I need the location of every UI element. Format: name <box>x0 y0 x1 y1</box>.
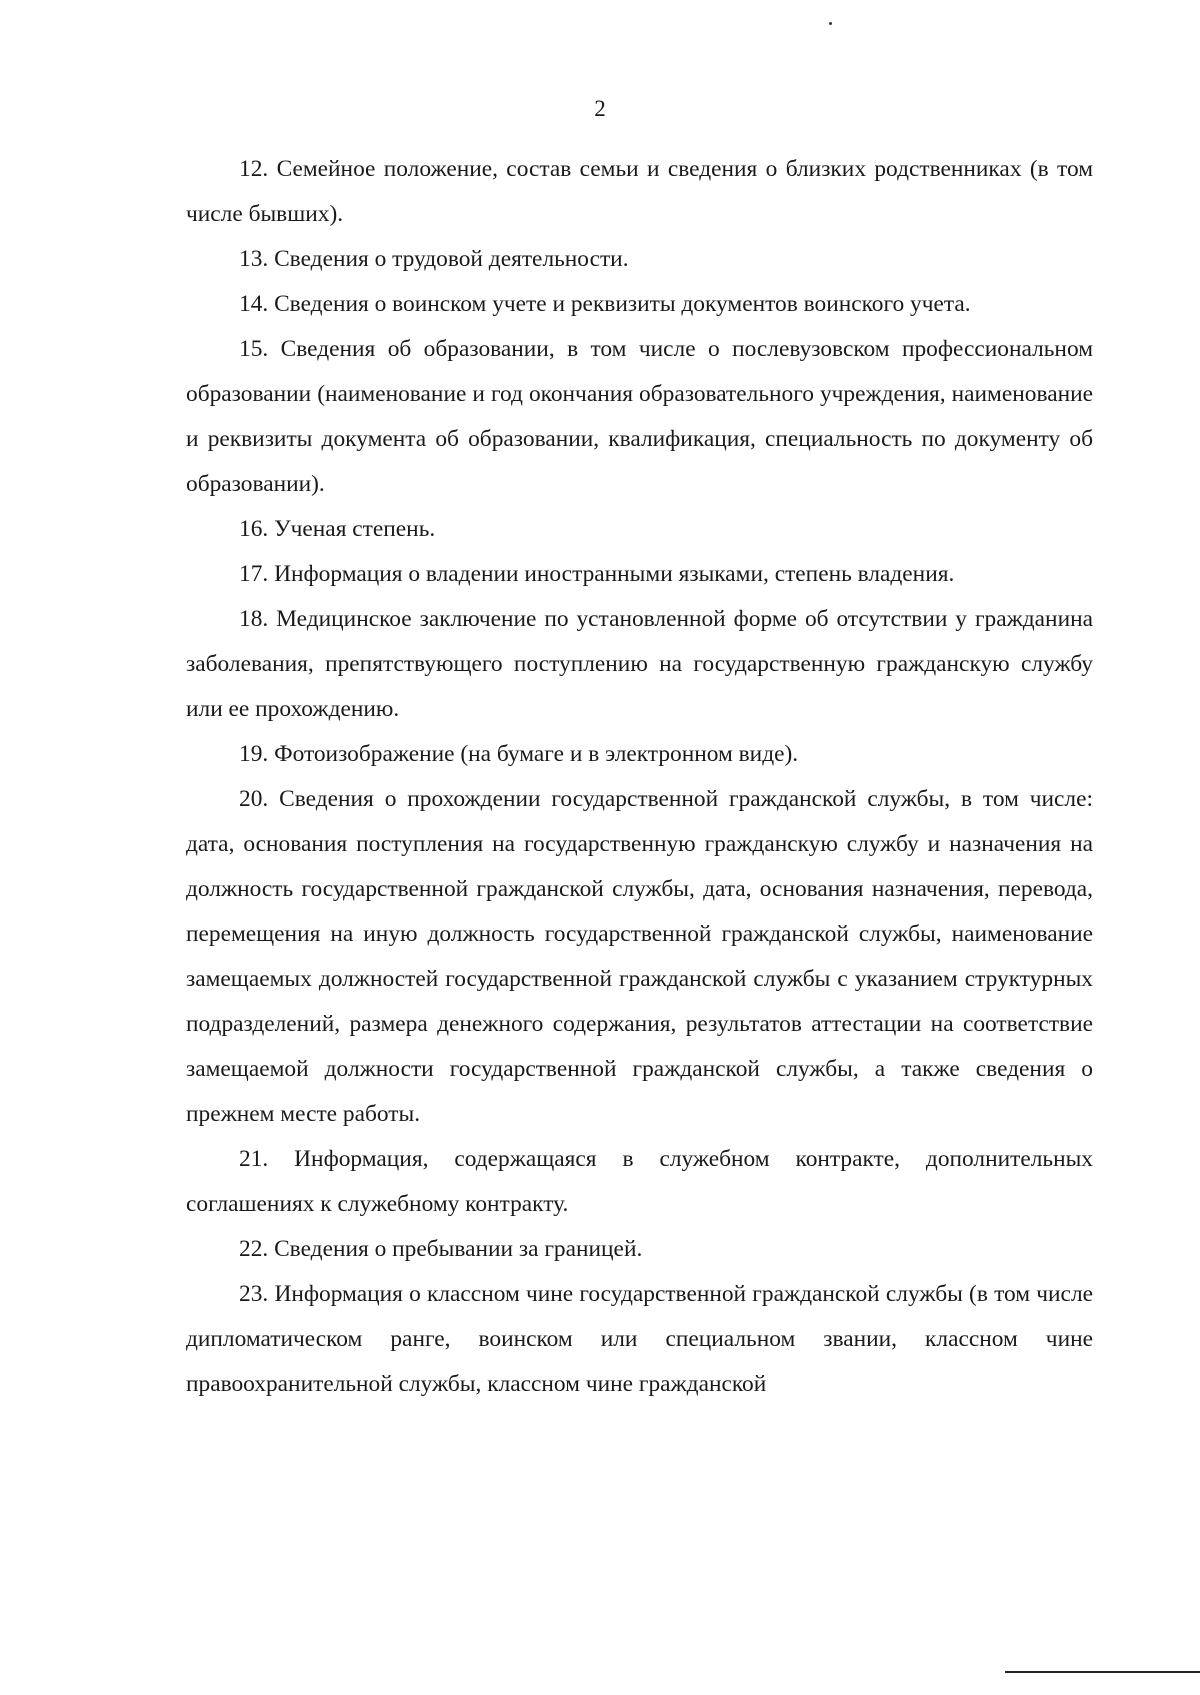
paragraph-21: 21. Информация, содержащаяся в служебном контракте, дополнительных соглашениях к служебному контракту. <box>186 1146 1093 1217</box>
paragraph-20: 20. Сведения о прохождении государственной гражданской службы, в том числе: дата, основания поступления на государственную гражданскую службу и назначения на должность государственной гражданской службы, дата, основания назначения, перевода, перемещения на иную должность государственной гражданской службы, наименование замещаемых должностей государственной гражданской службы с указанием структурных подразделений, размера денежного содержания, результатов аттестации на соответствие замещаемой должности государственной гражданской службы, а также сведения о прежнем месте работы. <box>186 786 1093 1127</box>
paragraph-14: 14. Сведения о воинском учете и реквизиты документов воинского учета. <box>239 291 971 317</box>
paragraph-23: 23. Информация о классном чине государственной гражданской службы (в том числе дипломатическом ранге, воинском или специальном звании, классном чине правоохранительной службы, классном чине гражданской <box>186 1281 1093 1397</box>
footer-rule <box>1005 1671 1200 1673</box>
paragraph-17: 17. Информация о владении иностранными языками, степень владения. <box>239 561 955 587</box>
paragraph-22: 22. Сведения о пребывании за границей. <box>239 1236 643 1262</box>
paragraph-15: 15. Сведения об образовании, в том числе о послевузовском профессиональном образовании (наименование и год окончания образовательного учреждения, наименование и реквизиты документа об образовании, квалификация, специальность по документу об образовании). <box>186 336 1093 497</box>
paragraph-12: 12. Семейное положение, состав семьи и сведения о близких родственниках (в том числе бывших). <box>186 156 1093 227</box>
document-body <box>186 147 1093 1407</box>
scan-speck <box>829 22 832 25</box>
paragraph-18: 18. Медицинское заключение по установленной форме об отсутствии у гражданина заболевания, препятствующего поступлению на государственную гражданскую службу или ее прохождению. <box>186 606 1093 722</box>
page-number: 2 <box>594 96 606 121</box>
paragraph-19: 19. Фотоизображение (на бумаге и в электронном виде). <box>239 741 799 767</box>
paragraph-13: 13. Сведения о трудовой деятельности. <box>239 246 629 272</box>
paragraph-16: 16. Ученая степень. <box>239 516 436 542</box>
